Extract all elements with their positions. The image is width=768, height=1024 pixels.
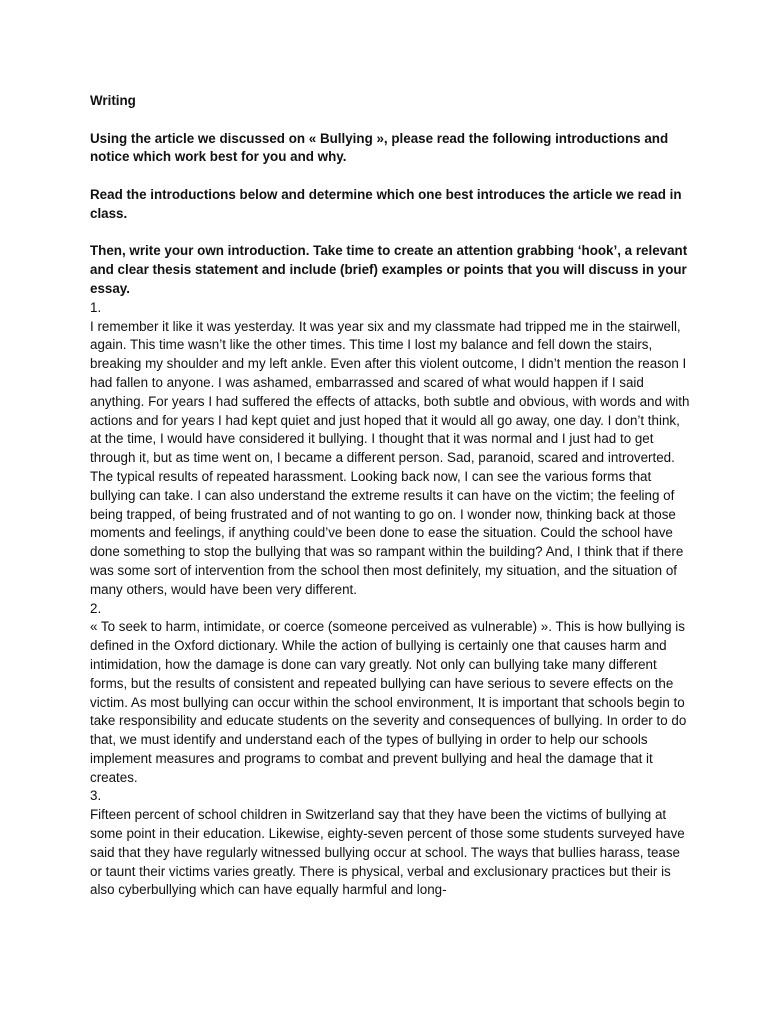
intro-3-text: Fifteen percent of school children in Switzerland say that they have been the victims of bullying at some point in their education. Likewise, eighty-seven percent of those some students surveyed have said that they have regularly witnessed bullying occur at school. The ways that bullies harass, tease or taunt their victims varies greatly. There is physical, verbal and exclusionary practices but their is also cyberbullying which can have equally harmful and long- bbox=[90, 807, 685, 898]
intro-1-number: 1. bbox=[90, 299, 102, 315]
instruction-3: Then, write your own introduction. Take time to create an attention grabbing ‘hook’, a relevant and clear thesis statement and include (brief) examples or points that you will discuss in your essay. bbox=[90, 243, 688, 296]
document-title: Writing bbox=[90, 93, 136, 108]
document-page bbox=[90, 92, 690, 900]
intro-1-text: I remember it like it was yesterday. It was year six and my classmate had tripped me in the stairwell, again. This time wasn’t like the other times. This time I lost my balance and fell down the stairs, breaking my shoulder and my left ankle. Even after this violent outcome, I didn’t mention the reason I had fallen to anyone. I was ashamed, embarrassed and scared of what would happen if I said anything. For years I had suffered the effects of attacks, both subtle and obvious, with words and with actions and for years I had kept quiet and just hoped that it would all go away, one day. I don’t think, at the time, I would have considered it bullying. I thought that it was normal and I just had to get through it, but as time went on, I became a different person. Sad, paranoid, scared and introverted. The typical results of repeated harassment. Looking back now, I can see the various forms that bullying can take. I can also understand the extreme results it can have on the victim; the feeling of being trapped, of being frustrated and of not wanting to go on. I wonder now, thinking back at those moments and feelings, if anything could’ve been done to ease the situation. Could the school have done something to stop the bullying that was so rampant within the building? And, I think that if there was some sort of intervention from the school then most definitely, my situation, and the situation of many others, would have been very different. bbox=[90, 318, 690, 597]
intro-3-number: 3. bbox=[90, 788, 102, 804]
instruction-2: Read the introductions below and determine which one best introduces the article we read in class. bbox=[90, 186, 682, 221]
instruction-1: Using the article we discussed on « Bullying », please read the following introductions and notice which work best for you and why. bbox=[90, 130, 669, 165]
intro-2-text: « To seek to harm, intimidate, or coerce (someone perceived as vulnerable) ». This is how bullying is defined in the Oxford dictionary. While the action of bullying is certainly one that causes harm and intimidation, how the damage is done can vary greatly. Not only can bullying take many different forms, but the results of consistent and repeated bullying can have serious to severe effects on the victim. As most bullying can occur within the school environment, It is important that schools begin to take responsibility and educate students on the severity and consequences of bullying. In order to do that, we must identify and understand each of the types of bullying in order to help our schools implement measures and programs to combat and prevent bullying and heal the damage that it creates. bbox=[90, 619, 687, 785]
intro-2-number: 2. bbox=[90, 600, 102, 616]
